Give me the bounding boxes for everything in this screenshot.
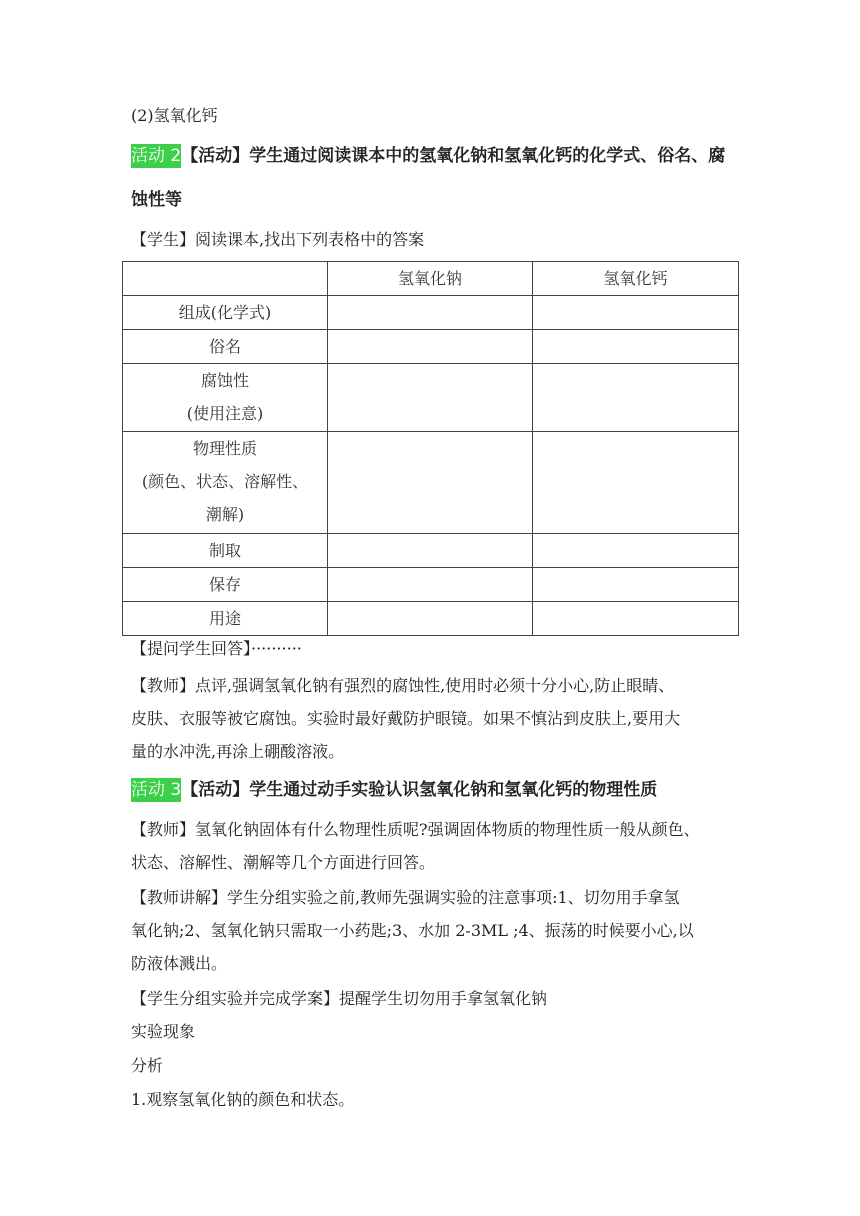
- row-label: [123, 364, 328, 432]
- answer-cell: [533, 296, 739, 330]
- header-cell-empty: [123, 262, 328, 296]
- teacher-explain-line: 【教师讲解】学生分组实验之前,教师先强调实验的注意事项:1、切勿用手拿氢: [131, 888, 680, 907]
- group-experiment-line: 【学生分组实验并完成学案】提醒学生切勿用手拿氢氧化钠: [131, 989, 548, 1008]
- teacher-comment-line: 皮肤、衣服等被它腐蚀。实验时最好戴防护眼镜。如果不慎沾到皮肤上,要用大: [131, 709, 681, 728]
- row-label-line: 组成(化学式): [178, 303, 272, 322]
- row-label: [123, 602, 328, 636]
- teacher-question-line: 【教师】氢氧化钠固体有什么物理性质呢?强调固体物质的物理性质一般从颜色、: [131, 820, 700, 839]
- section-title: (2)氢氧化钙: [131, 106, 218, 125]
- table-row: [123, 296, 739, 330]
- comparison-table: [122, 261, 739, 636]
- table-row: [123, 432, 739, 534]
- answer-cell: [328, 296, 533, 330]
- row-label-line: 腐蚀性: [200, 371, 249, 390]
- table-row: [123, 602, 739, 636]
- qa-line: 【提问学生回答】··········: [131, 639, 302, 658]
- table-row: [123, 534, 739, 568]
- row-label-line: 用途: [208, 609, 241, 628]
- activity-2-heading: [131, 146, 725, 166]
- analysis-label: 分析: [131, 1056, 164, 1075]
- activity-3-tag: 活动 3: [131, 780, 182, 800]
- answer-cell: [328, 432, 533, 534]
- teacher-comment-line: 【教师】点评,强调氢氧化钠有强烈的腐蚀性,使用时必须十分小心,防止眼睛、: [131, 676, 675, 695]
- teacher-comment-line: 量的水冲洗,再涂上硼酸溶液。: [131, 742, 345, 761]
- answer-cell: [533, 534, 739, 568]
- answer-cell: [328, 568, 533, 602]
- teacher-question-line: 状态、溶解性、潮解等几个方面进行回答。: [131, 853, 436, 872]
- answer-cell: [328, 364, 533, 432]
- table-row: [123, 330, 739, 364]
- student-read-line: 【学生】阅读课本,找出下列表格中的答案: [131, 230, 425, 249]
- activity-2-tag: 活动 2: [131, 146, 182, 166]
- row-label: [123, 432, 328, 534]
- row-label: [123, 330, 328, 364]
- answer-cell: [533, 568, 739, 602]
- row-label: [123, 568, 328, 602]
- teacher-explain-line: 氧化钠;2、氢氧化钠只需取一小药匙;3、水加 2-3ML ;4、振荡的时候要小心,以: [131, 921, 694, 940]
- teacher-explain-line: 防液体溅出。: [131, 954, 228, 973]
- step-1-line: 1.观察氢氧化钠的颜色和状态。: [131, 1090, 355, 1109]
- row-label: [123, 296, 328, 330]
- activity-3-text: 【活动】学生通过动手实验认识氢氧化钠和氢氧化钙的物理性质: [181, 780, 658, 800]
- table-header-row: [123, 262, 739, 296]
- table-row: [123, 568, 739, 602]
- row-label-line: (使用注意): [186, 404, 264, 423]
- answer-cell: [533, 364, 739, 432]
- row-label-line: 潮解): [205, 505, 245, 524]
- row-label-line: 俗名: [208, 337, 241, 356]
- header-cell-naoh: 氢氧化钠: [328, 262, 533, 296]
- row-label: [123, 534, 328, 568]
- answer-cell: [533, 432, 739, 534]
- header-cell-caoh2: 氢氧化钙: [533, 262, 739, 296]
- row-label-line: 保存: [208, 575, 241, 594]
- answer-cell: [328, 602, 533, 636]
- answer-cell: [533, 602, 739, 636]
- row-label-line: 制取: [208, 541, 241, 560]
- phenomenon-label: 实验现象: [131, 1022, 196, 1041]
- answer-cell: [328, 330, 533, 364]
- answer-cell: [533, 330, 739, 364]
- activity-3-heading: [131, 780, 657, 800]
- row-label-line: 物理性质: [192, 439, 257, 458]
- activity-2-heading-cont: 蚀性等: [131, 190, 182, 210]
- activity-2-text: 【活动】学生通过阅读课本中的氢氧化钠和氢氧化钙的化学式、俗名、腐: [181, 146, 726, 166]
- answer-cell: [328, 534, 533, 568]
- row-label-line: (颜色、状态、溶解性、: [141, 472, 309, 491]
- table-row: [123, 364, 739, 432]
